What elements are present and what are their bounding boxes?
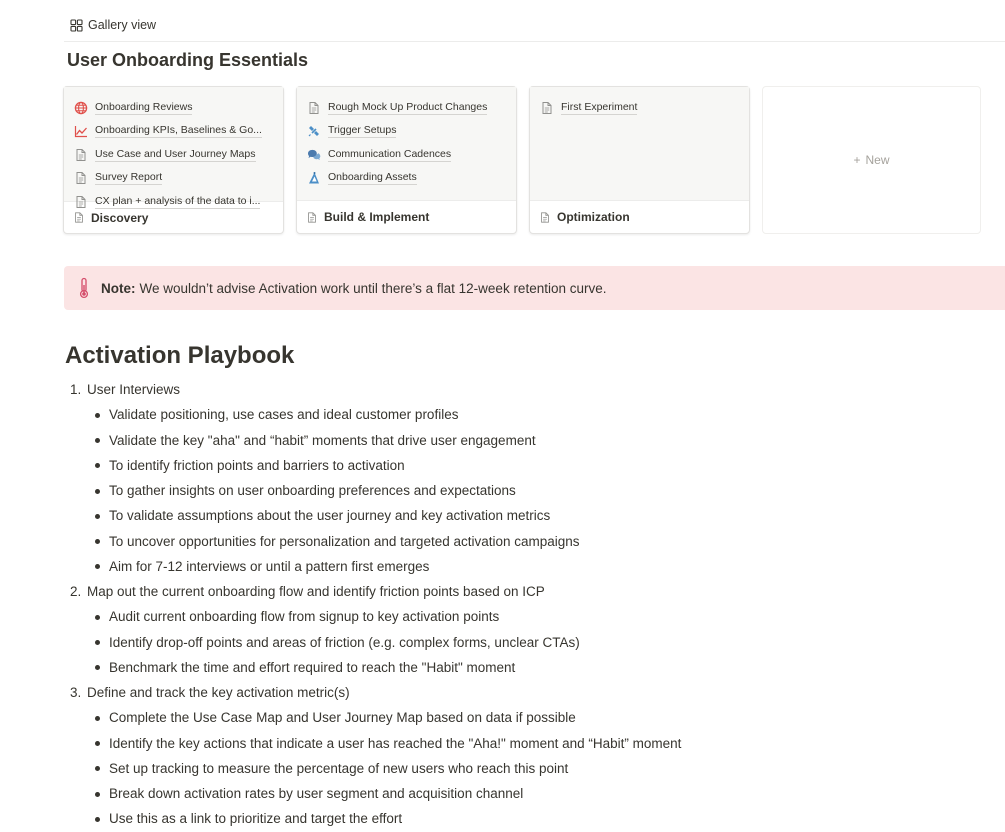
preview-item-label: CX plan + analysis of the data to i... <box>95 194 261 207</box>
preview-item[interactable] <box>74 120 273 144</box>
bullet-dot <box>95 539 100 544</box>
preview-item[interactable] <box>74 96 273 120</box>
numbered-item <box>0 680 1005 705</box>
preview-item[interactable] <box>307 143 506 167</box>
bullet-text: Identify the key actions that indicate a user has reached the "Aha!" moment and “Habit” moment <box>109 735 682 751</box>
bullet-item <box>0 806 1005 831</box>
playbook-list <box>0 377 1005 832</box>
bullet-item <box>0 655 1005 680</box>
plus-icon: + <box>853 153 861 167</box>
preview-item-label: Onboarding KPIs, Baselines & Go... <box>95 124 262 137</box>
bullet-dot <box>95 766 100 771</box>
item-number: 1. <box>70 382 82 398</box>
card-preview <box>297 87 516 201</box>
callout-bold: Note: <box>101 280 136 296</box>
bullet-dot <box>95 489 100 494</box>
chart-line-icon <box>74 124 88 138</box>
bullet-item <box>0 529 1005 554</box>
bullet-item <box>0 478 1005 503</box>
card-title-text: Optimization <box>557 210 630 225</box>
bullet-dot <box>95 716 100 721</box>
preview-item[interactable] <box>74 143 273 167</box>
bullet-text: Complete the Use Case Map and User Journey Map based on data if possible <box>109 710 576 726</box>
bullet-item <box>0 731 1005 756</box>
card-title-text: Build & Implement <box>324 210 430 225</box>
callout-text: We wouldn’t advise Activation work until there’s a flat 12-week retention curve. <box>139 280 607 296</box>
bullet-item <box>0 630 1005 655</box>
gallery-card-build-implement[interactable] <box>296 86 517 234</box>
page-heading: Activation Playbook <box>65 342 295 369</box>
new-card-button[interactable] <box>762 86 981 234</box>
view-tab-gallery[interactable] <box>64 12 162 32</box>
bullet-text: To validate assumptions about the user journey and key activation metrics <box>109 508 551 524</box>
card-preview <box>64 87 283 207</box>
bullet-item <box>0 705 1005 730</box>
numbered-item <box>0 579 1005 604</box>
item-number: 3. <box>70 685 82 701</box>
numbered-item <box>0 377 1005 402</box>
globe-icon <box>74 101 88 115</box>
note-callout <box>64 266 1005 310</box>
bullet-text: To gather insights on user onboarding preferences and expectations <box>109 483 516 499</box>
item-text: Define and track the key activation metric(s) <box>87 685 350 701</box>
bullet-text: Set up tracking to measure the percentage of new users who reach this point <box>109 760 569 776</box>
bullet-text: To uncover opportunities for personalization and targeted activation campaigns <box>109 533 580 549</box>
bullet-dot <box>95 564 100 569</box>
bullet-dot <box>95 514 100 519</box>
bullet-item <box>0 402 1005 427</box>
chat-bubbles-icon <box>307 148 321 162</box>
preview-item[interactable] <box>307 96 506 120</box>
bullet-text: Aim for 7-12 interviews or until a pattern first emerges <box>109 558 430 574</box>
thermometer-icon <box>78 277 90 299</box>
bullet-text: Identify drop-off points and areas of friction (e.g. complex forms, unclear CTAs) <box>109 634 580 650</box>
page-icon <box>74 148 88 162</box>
satellite-icon <box>307 124 321 138</box>
preview-item[interactable] <box>307 120 506 144</box>
new-card-label: New <box>865 153 890 167</box>
page-icon <box>74 171 88 185</box>
preview-item-label: Use Case and User Journey Maps <box>95 147 256 160</box>
bullet-text: To identify friction points and barriers to activation <box>109 457 405 473</box>
bullet-item <box>0 503 1005 528</box>
bullet-item <box>0 781 1005 806</box>
bullet-dot <box>95 741 100 746</box>
bullet-item <box>0 756 1005 781</box>
bullet-text: Audit current onboarding flow from signup to key activation points <box>109 609 500 625</box>
bullet-item <box>0 428 1005 453</box>
preview-item-label: Communication Cadences <box>328 147 452 160</box>
preview-item[interactable] <box>540 96 739 120</box>
card-preview <box>530 87 749 201</box>
card-title[interactable] <box>530 201 749 233</box>
bullet-dot <box>95 438 100 443</box>
page-icon <box>307 101 321 115</box>
preview-item-label: Trigger Setups <box>328 124 397 137</box>
bullet-dot <box>95 792 100 797</box>
bullet-text: Use this as a link to prioritize and target the effort <box>109 811 403 827</box>
card-title[interactable] <box>297 201 516 233</box>
page-icon <box>73 211 85 224</box>
bullet-item <box>0 554 1005 579</box>
bullet-item <box>0 453 1005 478</box>
database-title[interactable]: User Onboarding Essentials <box>67 50 309 70</box>
bullet-item <box>0 604 1005 629</box>
bullet-text: Validate positioning, use cases and ideal customer profiles <box>109 407 459 423</box>
gallery <box>63 86 981 234</box>
view-tab-label: Gallery view <box>88 18 157 32</box>
card-title[interactable] <box>64 202 283 233</box>
item-number: 2. <box>70 584 82 600</box>
preview-item-label: First Experiment <box>561 100 638 113</box>
bullet-dot <box>95 463 100 468</box>
bullet-text: Break down activation rates by user segment and acquisition channel <box>109 786 524 802</box>
preview-item-label: Onboarding Assets <box>328 171 417 184</box>
gallery-card-discovery[interactable] <box>63 86 284 234</box>
bullet-dot <box>95 665 100 670</box>
gallery-card-optimization[interactable] <box>529 86 750 234</box>
bullet-dot <box>95 640 100 645</box>
item-text: Map out the current onboarding flow and identify friction points based on ICP <box>87 584 545 600</box>
page-icon <box>539 211 551 224</box>
page-icon <box>540 101 554 115</box>
view-bar <box>64 12 1005 42</box>
bullet-text: Benchmark the time and effort required to reach the "Habit" moment <box>109 659 516 675</box>
page-icon <box>306 211 318 224</box>
bullet-dot <box>95 615 100 620</box>
bullet-text: Validate the key "aha" and “habit” moments that drive user engagement <box>109 432 536 448</box>
preview-item-label: Survey Report <box>95 171 163 184</box>
drafting-icon <box>307 171 321 185</box>
preview-item[interactable] <box>74 167 273 191</box>
preview-item[interactable] <box>307 167 506 191</box>
item-text: User Interviews <box>87 382 181 398</box>
card-title-text: Discovery <box>91 210 149 225</box>
bullet-dot <box>95 817 100 822</box>
preview-item-label: Rough Mock Up Product Changes <box>328 100 488 113</box>
gallery-icon <box>70 19 83 32</box>
bullet-dot <box>95 413 100 418</box>
preview-item-label: Onboarding Reviews <box>95 100 193 113</box>
